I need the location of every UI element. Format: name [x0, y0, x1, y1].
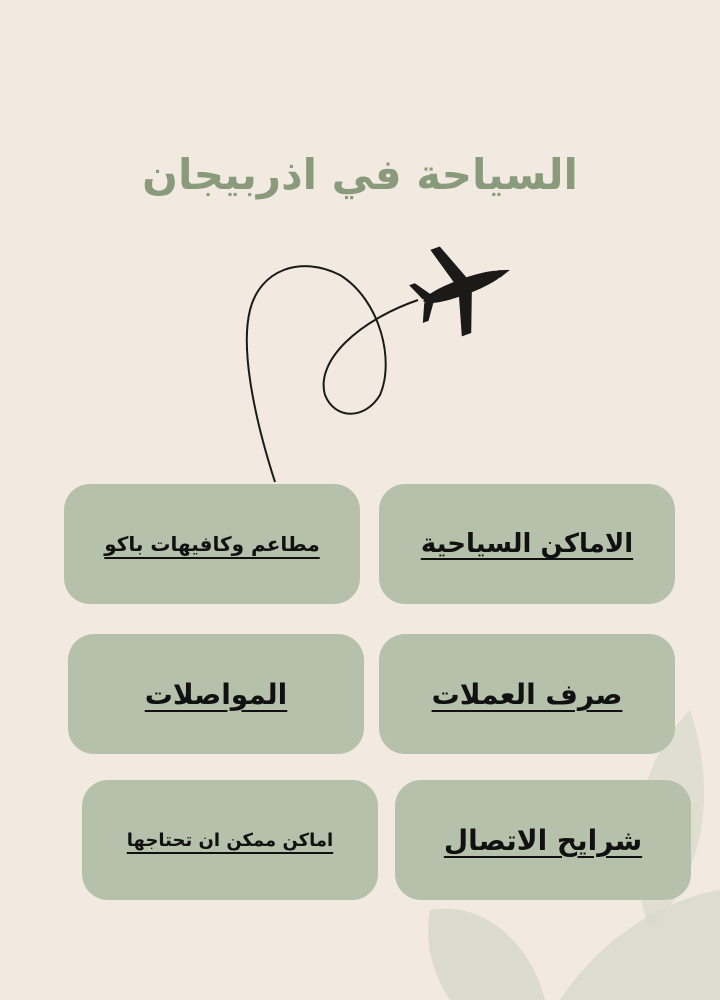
currency-exchange-button[interactable]: [379, 634, 675, 754]
places-needed-button[interactable]: [82, 780, 378, 900]
restaurants-cafes-label: مطاعم وكافيهات باكو: [104, 532, 320, 556]
tourist-places-label: الاماكن السياحية: [420, 529, 634, 559]
places-needed-label: اماكن ممكن ان تحتاجها: [126, 829, 334, 851]
tourist-places-button[interactable]: [379, 484, 675, 604]
transportation-button[interactable]: [68, 634, 364, 754]
currency-exchange-label: صرف العملات: [431, 677, 623, 711]
sim-cards-label: شرايح الاتصال: [443, 823, 643, 857]
page-title: السياحة في اذربيجان: [142, 150, 578, 199]
restaurants-cafes-button[interactable]: [64, 484, 360, 604]
sim-cards-button[interactable]: [395, 780, 691, 900]
transportation-label: المواصلات: [144, 677, 288, 711]
